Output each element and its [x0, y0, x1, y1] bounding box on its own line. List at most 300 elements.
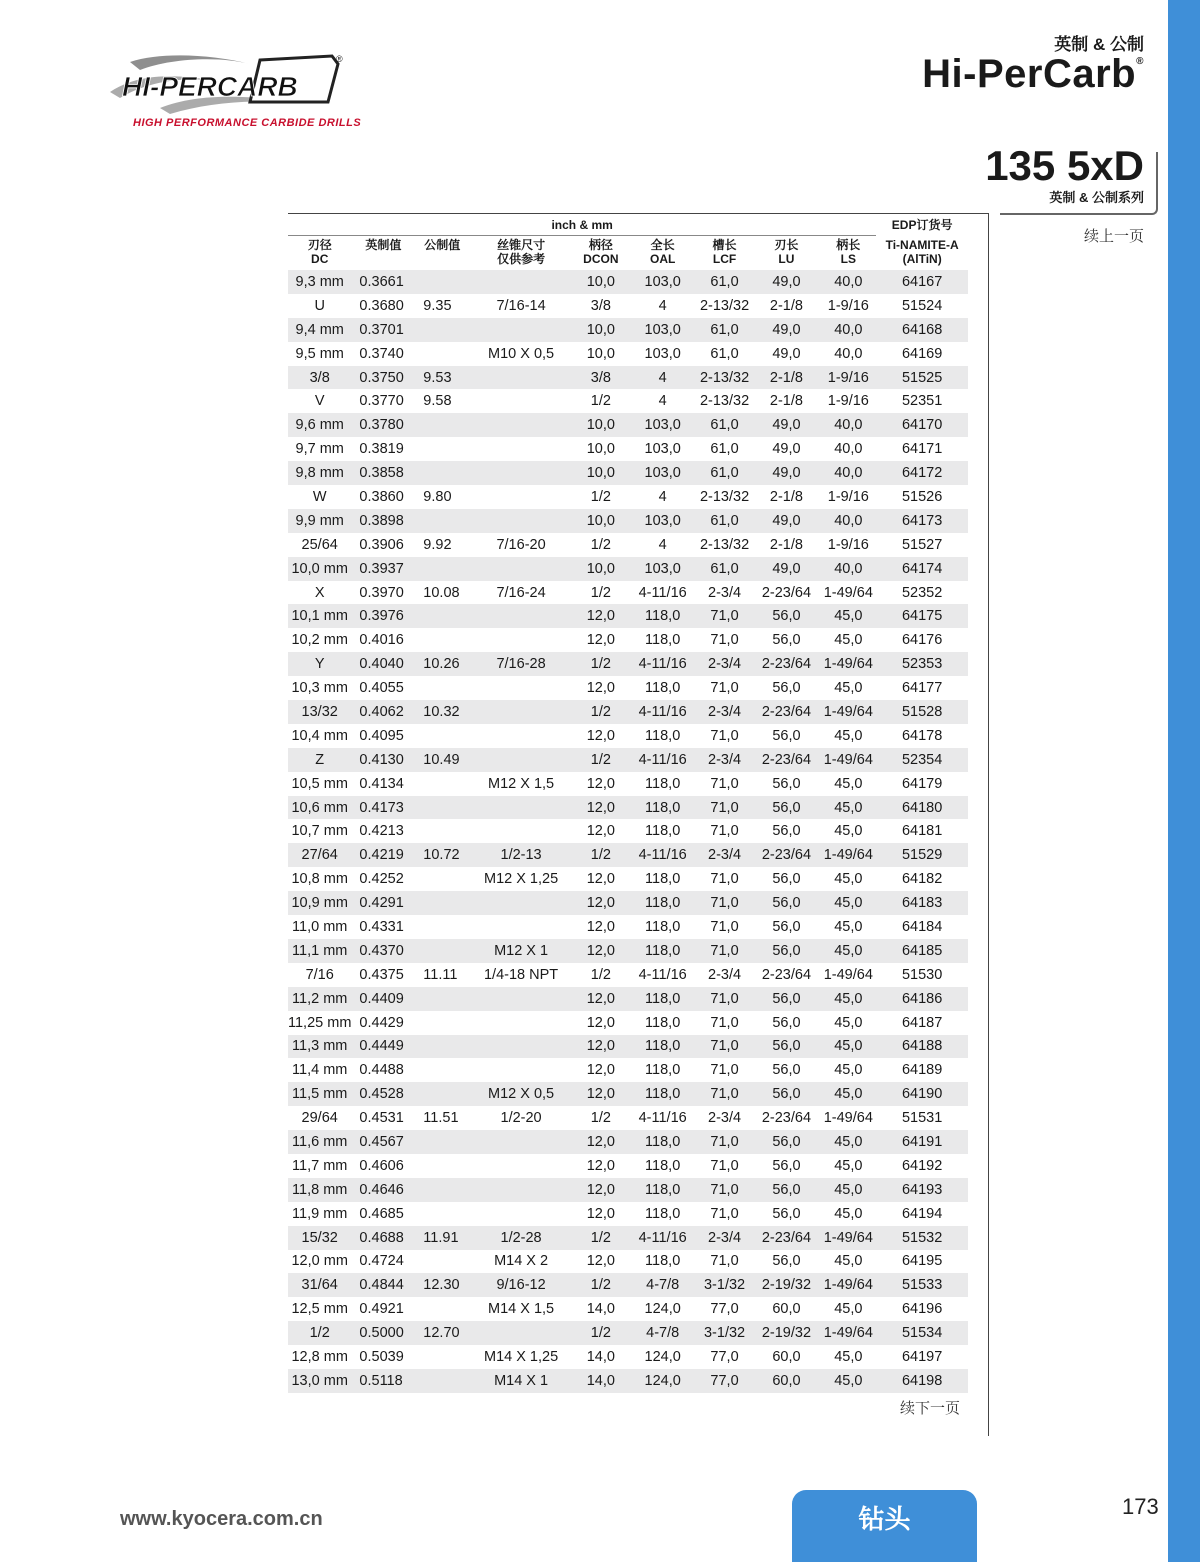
- cell-dcon: 12,0: [573, 1130, 629, 1154]
- cell-ls: 1-49/64: [823, 584, 873, 601]
- cell-tap-size: 7/16-24: [496, 584, 546, 601]
- cell-metric: 9.80: [423, 488, 452, 505]
- cell-lcf: 61,0: [697, 461, 753, 485]
- cell-metric: [415, 628, 469, 652]
- cell-dc: 10,0 mm: [288, 557, 351, 581]
- cell-inch: 0.4646: [351, 1178, 415, 1202]
- cell-dcon: 1/2: [573, 1321, 629, 1345]
- cell-tap-size: M14 X 2: [494, 1253, 549, 1270]
- cell-ls: 45,0: [820, 939, 876, 963]
- cell-metric: 10.32: [415, 700, 469, 724]
- cell-lu: 56,0: [772, 1157, 801, 1174]
- table-row: [288, 294, 968, 318]
- cell-tap-size: M12 X 1: [469, 939, 573, 963]
- cell-inch: 0.4685: [359, 1205, 404, 1222]
- cell-oal: 124,0: [629, 1369, 697, 1393]
- cell-metric: [415, 1345, 469, 1369]
- cell-inch: 0.4173: [351, 796, 415, 820]
- cell-oal: 118,0: [645, 871, 681, 888]
- cell-tap-size: [469, 891, 573, 915]
- cell-dcon: 1/2: [590, 1110, 611, 1127]
- cell-tap-size: [469, 1154, 573, 1178]
- cell-oal: 118,0: [629, 987, 697, 1011]
- cell-lu: 2-1/8: [769, 536, 803, 553]
- cell-tap-size: M14 X 1: [469, 1369, 573, 1393]
- cell-inch: 0.4040: [351, 652, 415, 676]
- cell-lu: 2-23/64: [753, 748, 821, 772]
- cell-metric: [415, 1369, 469, 1393]
- cell-tap-size: [469, 915, 573, 939]
- cell-dc: 7/16: [305, 966, 334, 983]
- cell-inch: 0.3860: [359, 488, 404, 505]
- cell-ls: 1-49/64: [820, 1226, 876, 1250]
- cell-lcf: 71,0: [710, 918, 739, 935]
- cell-dc: 10,7 mm: [291, 823, 348, 840]
- cell-lu: 56,0: [753, 1178, 821, 1202]
- cell-metric: [415, 413, 469, 437]
- cell-dc: 9,8 mm: [288, 461, 351, 485]
- cell-lu: 56,0: [753, 891, 821, 915]
- cell-inch: 0.3661: [351, 270, 415, 294]
- table-row: [288, 963, 968, 987]
- cell-dc: 11,4 mm: [292, 1062, 348, 1079]
- cell-edp: 64175: [876, 604, 968, 628]
- cell-dcon: 1/2: [590, 584, 611, 601]
- cell-inch: 0.3906: [359, 536, 404, 553]
- table-row: [288, 366, 968, 390]
- cell-metric: 10.26: [415, 652, 469, 676]
- continued-next-label: 续下一页: [900, 1400, 961, 1417]
- cell-ls: 45,0: [820, 987, 876, 1011]
- cell-inch: 0.4130: [351, 748, 415, 772]
- cell-oal: 103,0: [629, 557, 697, 581]
- table-row: [288, 461, 968, 485]
- cell-edp: 51534: [876, 1321, 968, 1345]
- cell-dcon: 12,0: [573, 891, 629, 915]
- cell-ls: 1-9/16: [827, 393, 869, 410]
- col-header-metric: 公制值: [424, 238, 461, 252]
- cell-tap-size: [469, 724, 573, 748]
- table-row: [288, 1035, 968, 1059]
- cell-ls: 45,0: [834, 632, 863, 649]
- cell-lu: 2-23/64: [761, 584, 812, 601]
- cell-lcf: 2-3/4: [697, 652, 753, 676]
- cell-lu: 60,0: [772, 1301, 801, 1318]
- cell-ls: 45,0: [834, 871, 863, 888]
- cell-lu: 2-23/64: [761, 966, 812, 983]
- cell-lu: 2-19/32: [753, 1321, 821, 1345]
- table-column-header: [288, 236, 968, 271]
- cell-dc: 25/64: [301, 536, 338, 553]
- cell-edp: 64174: [876, 557, 968, 581]
- cell-edp: 51525: [876, 366, 968, 390]
- cell-edp: 51524: [901, 297, 943, 314]
- cell-metric: [415, 437, 469, 461]
- cell-tap-size: [469, 557, 573, 581]
- cell-lcf: 2-3/4: [697, 1226, 753, 1250]
- cell-metric: [415, 1154, 469, 1178]
- cell-inch: 0.4213: [359, 823, 404, 840]
- table-row: [288, 318, 968, 342]
- cell-ls: 45,0: [834, 823, 863, 840]
- cell-oal: 103,0: [629, 318, 697, 342]
- cell-dcon: 10,0: [573, 318, 629, 342]
- cell-lcf: 71,0: [697, 1178, 753, 1202]
- cell-dcon: 12,0: [573, 796, 629, 820]
- cell-oal: 124,0: [644, 1301, 681, 1318]
- cell-edp: 51527: [901, 536, 943, 553]
- cell-dcon: 1/2: [573, 1226, 629, 1250]
- table-row: [288, 1345, 968, 1369]
- cell-lu: 56,0: [772, 727, 801, 744]
- cell-ls: 45,0: [820, 1130, 876, 1154]
- cell-metric: 11.91: [415, 1226, 469, 1250]
- cell-dcon: 12,0: [586, 632, 615, 649]
- cell-dcon: 12,0: [586, 918, 615, 935]
- cell-ls: 1-49/64: [823, 966, 873, 983]
- cell-inch: 0.4252: [359, 871, 404, 888]
- cell-tap-size: [469, 270, 573, 294]
- cell-lu: 56,0: [772, 1253, 801, 1270]
- table-row: [288, 270, 968, 294]
- table-row: [288, 748, 968, 772]
- cell-inch: 0.4016: [359, 632, 404, 649]
- cell-tap-size: [469, 366, 573, 390]
- cell-edp: 64178: [901, 727, 943, 744]
- cell-lcf: 61,0: [697, 270, 753, 294]
- cell-tap-size: 7/16-14: [496, 297, 546, 314]
- cell-inch: 0.4844: [351, 1273, 415, 1297]
- col-header-lcf: 槽长 LCF: [712, 238, 737, 266]
- cell-metric: [415, 676, 469, 700]
- cell-lu: 56,0: [772, 918, 801, 935]
- table-row: [288, 485, 968, 509]
- cell-dcon: 1/2: [590, 488, 611, 505]
- cell-inch: 0.3898: [351, 509, 415, 533]
- cell-tap-size: [469, 1058, 573, 1082]
- cell-lcf: 2-3/4: [708, 966, 742, 983]
- table-row: [288, 1250, 968, 1274]
- cell-dcon: 1/2: [590, 536, 611, 553]
- table-row: [288, 987, 968, 1011]
- cell-edp: 51531: [901, 1110, 943, 1127]
- cell-oal: 4: [658, 393, 667, 410]
- cell-lcf: 71,0: [710, 632, 739, 649]
- cell-edp: 64193: [876, 1178, 968, 1202]
- cell-dc: 10,4 mm: [291, 727, 348, 744]
- cell-dc: 27/64: [288, 843, 351, 867]
- cell-oal: 4: [658, 297, 667, 314]
- cell-edp: 51529: [876, 843, 968, 867]
- cell-metric: [415, 342, 469, 366]
- cell-inch: 0.4062: [351, 700, 415, 724]
- cell-lcf: 71,0: [710, 680, 739, 697]
- cell-lu: 56,0: [753, 1035, 821, 1059]
- cell-ls: 40,0: [820, 413, 876, 437]
- cell-dc: 12,0 mm: [291, 1253, 348, 1270]
- cell-edp: 64179: [901, 775, 943, 792]
- cell-ls: 1-9/16: [827, 297, 869, 314]
- cell-ls: 45,0: [834, 1301, 863, 1318]
- cell-dc: 9,7 mm: [295, 441, 344, 458]
- cell-oal: 4-11/16: [629, 843, 697, 867]
- col-header-ls: 柄长 LS: [836, 238, 861, 266]
- cell-metric: 9.58: [423, 393, 452, 410]
- cell-oal: 118,0: [629, 796, 697, 820]
- cell-lcf: 71,0: [697, 987, 753, 1011]
- cell-metric: [415, 987, 469, 1011]
- cell-edp: 64182: [901, 871, 943, 888]
- cell-dc: 9,3 mm: [288, 270, 351, 294]
- cell-oal: 118,0: [645, 680, 681, 697]
- cell-oal: 118,0: [645, 1157, 681, 1174]
- cell-metric: [415, 1082, 469, 1106]
- cell-ls: 45,0: [834, 1014, 863, 1031]
- cell-dcon: 14,0: [586, 1349, 615, 1366]
- cell-edp: 64183: [876, 891, 968, 915]
- cell-ls: 1-49/64: [820, 700, 876, 724]
- cell-metric: 10.72: [415, 843, 469, 867]
- cell-lcf: 2-3/4: [697, 748, 753, 772]
- cell-edp: 64196: [901, 1301, 943, 1318]
- cell-dc: 11,1 mm: [288, 939, 351, 963]
- cell-dcon: 12,0: [586, 727, 615, 744]
- cell-inch: 0.5039: [359, 1349, 404, 1366]
- cell-dcon: 1/2: [573, 748, 629, 772]
- cell-oal: 4-11/16: [629, 652, 697, 676]
- cell-dc: 11,9 mm: [292, 1205, 348, 1222]
- cell-lu: 2-1/8: [753, 366, 821, 390]
- cell-edp: 64191: [876, 1130, 968, 1154]
- cell-ls: 45,0: [834, 1253, 863, 1270]
- cell-dcon: 12,0: [586, 775, 615, 792]
- cell-lu: 49,0: [753, 461, 821, 485]
- table-row: [288, 1273, 968, 1297]
- cell-oal: 118,0: [629, 1178, 697, 1202]
- table-row: [288, 342, 968, 366]
- cell-ls: 1-9/16: [827, 488, 869, 505]
- cell-dcon: 12,0: [573, 939, 629, 963]
- cell-ls: 45,0: [834, 1062, 863, 1079]
- cell-lu: 56,0: [753, 1130, 821, 1154]
- cell-metric: [415, 939, 469, 963]
- cell-lcf: 71,0: [697, 1130, 753, 1154]
- cell-lu: 49,0: [772, 441, 801, 458]
- cell-tap-size: [469, 748, 573, 772]
- cell-ls: 40,0: [820, 461, 876, 485]
- cell-edp: 64177: [901, 680, 943, 697]
- cell-dc: 11,0 mm: [292, 918, 348, 935]
- cell-ls: 45,0: [834, 727, 863, 744]
- page-number: 173: [1122, 1494, 1159, 1519]
- cell-edp: 64188: [876, 1035, 968, 1059]
- cell-metric: [415, 270, 469, 294]
- table-row: [288, 1202, 968, 1226]
- cell-dcon: 1/2: [590, 966, 611, 983]
- cell-lu: 2-1/8: [769, 393, 803, 410]
- cell-tap-size: [469, 628, 573, 652]
- cell-edp: 64192: [901, 1157, 943, 1174]
- cell-metric: [415, 819, 469, 843]
- cell-oal: 4-11/16: [638, 966, 687, 983]
- cell-oal: 118,0: [645, 632, 681, 649]
- cell-edp: 64181: [901, 823, 943, 840]
- cell-oal: 4-11/16: [629, 1226, 697, 1250]
- cell-ls: 40,0: [820, 270, 876, 294]
- cell-dc: 11,6 mm: [288, 1130, 351, 1154]
- series-subtitle: 英制 & 公制系列: [1049, 190, 1144, 205]
- cell-tap-size: [469, 461, 573, 485]
- cell-inch: 0.4134: [359, 775, 404, 792]
- cell-dcon: 1/2: [573, 652, 629, 676]
- cell-ls: 1-49/64: [820, 748, 876, 772]
- table-row: [288, 724, 968, 748]
- table-row: [288, 939, 968, 963]
- page-edge-bar: [1168, 0, 1200, 1562]
- cell-edp: 64180: [876, 796, 968, 820]
- cell-tap-size: M12 X 0,5: [469, 1082, 573, 1106]
- cell-dcon: 12,0: [573, 987, 629, 1011]
- table-group-header: [288, 214, 968, 236]
- cell-oal: 103,0: [644, 345, 681, 362]
- cell-inch: 0.3937: [351, 557, 415, 581]
- cell-ls: 40,0: [834, 345, 863, 362]
- logo-graphic: [100, 52, 345, 116]
- cell-edp: 64195: [901, 1253, 943, 1270]
- cell-ls: 45,0: [820, 604, 876, 628]
- cell-tap-size: 7/16-28: [469, 652, 573, 676]
- cell-lcf: 71,0: [697, 939, 753, 963]
- cell-dc: 9,4 mm: [288, 318, 351, 342]
- cell-lu: 56,0: [772, 1014, 801, 1031]
- cell-ls: 1-49/64: [820, 652, 876, 676]
- cell-metric: [415, 891, 469, 915]
- cell-tap-size: 1/2-13: [469, 843, 573, 867]
- cell-edp: 51526: [901, 488, 943, 505]
- cell-inch: 0.3819: [359, 441, 404, 458]
- cell-edp: 51533: [876, 1273, 968, 1297]
- cell-oal: 4-11/16: [629, 700, 697, 724]
- cell-lcf: 71,0: [710, 1157, 739, 1174]
- cell-ls: 45,0: [820, 1178, 876, 1202]
- cell-ls: 1-9/16: [827, 536, 869, 553]
- cell-dcon: 1/2: [573, 700, 629, 724]
- cell-lu: 56,0: [772, 680, 801, 697]
- cell-edp: 64171: [901, 441, 943, 458]
- cell-dc: 1/2: [288, 1321, 351, 1345]
- cell-lu: 2-19/32: [753, 1273, 821, 1297]
- cell-metric: [415, 772, 469, 796]
- cell-inch: 0.5000: [351, 1321, 415, 1345]
- cell-inch: 0.4531: [359, 1110, 404, 1127]
- cell-oal: 118,0: [645, 775, 681, 792]
- cell-lu: 56,0: [753, 939, 821, 963]
- cell-lu: 49,0: [753, 557, 821, 581]
- cell-oal: 118,0: [629, 604, 697, 628]
- cell-dc: 11,2 mm: [288, 987, 351, 1011]
- cell-dcon: 12,0: [586, 1205, 615, 1222]
- cell-tap-size: [469, 318, 573, 342]
- cell-dc: X: [314, 584, 325, 601]
- cell-lcf: 61,0: [697, 557, 753, 581]
- cell-ls: 40,0: [820, 509, 876, 533]
- cell-lcf: 71,0: [697, 796, 753, 820]
- cell-metric: [415, 1297, 469, 1321]
- cell-edp: 64197: [901, 1349, 943, 1366]
- cell-inch: 0.4219: [351, 843, 415, 867]
- spec-table: [288, 214, 968, 1393]
- cell-lu: 2-1/8: [769, 488, 803, 505]
- cell-lcf: 61,0: [697, 509, 753, 533]
- cell-inch: 0.4409: [351, 987, 415, 1011]
- cell-tap-size: M12 X 1,5: [488, 775, 555, 792]
- cell-edp: 52353: [876, 652, 968, 676]
- cell-dc: V: [314, 393, 325, 410]
- cell-metric: [415, 461, 469, 485]
- cell-tap-size: [469, 437, 573, 461]
- cell-oal: 103,0: [629, 270, 697, 294]
- cell-lcf: 61,0: [697, 318, 753, 342]
- section-tab-drills[interactable]: 钻头: [792, 1490, 977, 1562]
- footer-url[interactable]: www.kyocera.com.cn: [120, 1508, 323, 1530]
- cell-lcf: 3-1/32: [697, 1273, 753, 1297]
- cell-lcf: 71,0: [697, 891, 753, 915]
- col-header-oal: 全长 OAL: [649, 238, 676, 266]
- cell-inch: 0.4724: [359, 1253, 404, 1270]
- cell-dc: 31/64: [288, 1273, 351, 1297]
- cell-dc: 10,3 mm: [291, 680, 348, 697]
- cell-inch: 0.4055: [359, 680, 404, 697]
- cell-dcon: 12,0: [573, 1082, 629, 1106]
- cell-lcf: 61,0: [710, 441, 739, 458]
- cell-tap-size: M14 X 1,25: [483, 1349, 559, 1366]
- cell-lcf: 3-1/32: [697, 1321, 753, 1345]
- cell-metric: [415, 1011, 469, 1035]
- cell-dc: U: [314, 297, 325, 314]
- cell-tap-size: 1/2-28: [469, 1226, 573, 1250]
- cell-lu: 60,0: [772, 1349, 801, 1366]
- table-row: [288, 1178, 968, 1202]
- cell-ls: 45,0: [820, 1369, 876, 1393]
- cell-dcon: 14,0: [573, 1369, 629, 1393]
- cell-metric: [415, 1250, 469, 1274]
- cell-lu: 56,0: [772, 1062, 801, 1079]
- cell-tap-size: [469, 819, 573, 843]
- cell-inch: 0.3701: [351, 318, 415, 342]
- cell-ls: 45,0: [820, 1082, 876, 1106]
- cell-dc: 11,25 mm: [288, 1014, 352, 1031]
- cell-lu: 56,0: [772, 775, 801, 792]
- group-header-edp: EDP订货号: [891, 217, 953, 232]
- cell-inch: 0.4449: [351, 1035, 415, 1059]
- cell-dc: 13/32: [288, 700, 351, 724]
- cell-inch: 0.4370: [351, 939, 415, 963]
- cell-tap-size: 7/16-20: [496, 536, 546, 553]
- cell-ls: 45,0: [820, 891, 876, 915]
- cell-oal: 4-11/16: [629, 748, 697, 772]
- cell-metric: 11.51: [423, 1110, 459, 1127]
- cell-lcf: 2-13/32: [697, 366, 753, 390]
- cell-edp: 64186: [876, 987, 968, 1011]
- cell-oal: 118,0: [645, 918, 681, 935]
- cell-inch: 0.4606: [359, 1157, 404, 1174]
- cell-edp: 64185: [876, 939, 968, 963]
- cell-metric: [415, 1035, 469, 1059]
- series-title: 135 5xD: [985, 142, 1144, 189]
- cell-oal: 118,0: [645, 1062, 681, 1079]
- cell-oal: 118,0: [645, 823, 681, 840]
- cell-oal: 118,0: [645, 1205, 681, 1222]
